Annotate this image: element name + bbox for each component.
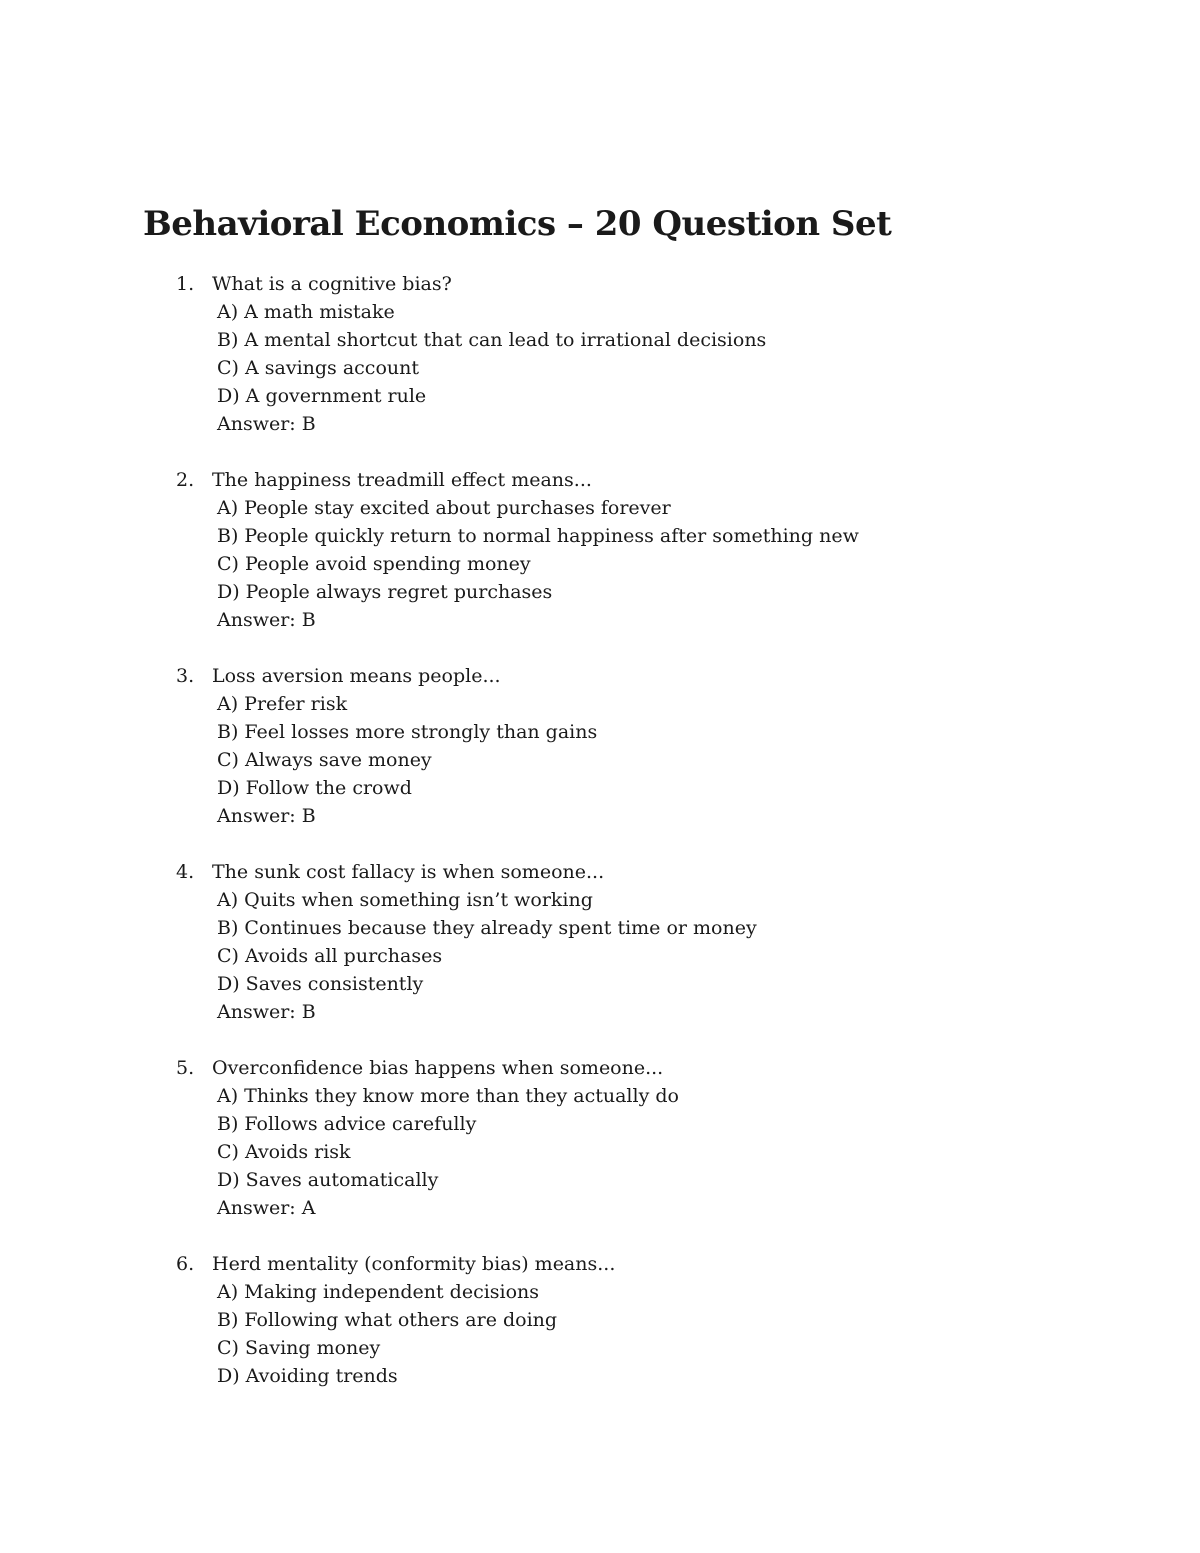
option-b: B) Following what others are doing [217, 1309, 558, 1331]
question-item [0, 466, 1200, 634]
option-a: A) People stay excited about purchases forever [217, 497, 671, 519]
option-c: C) Saving money [217, 1337, 381, 1359]
answer-line: Answer: A [217, 1197, 316, 1219]
question-number: 5. [176, 1057, 195, 1079]
option-d: D) Saves consistently [217, 973, 424, 995]
option-c: C) Always save money [217, 749, 432, 771]
option-d: D) A government rule [217, 385, 427, 407]
option-b: B) Follows advice carefully [217, 1113, 477, 1135]
option-a: A) A math mistake [217, 301, 395, 323]
option-b: B) Continues because they already spent time or money [217, 917, 757, 939]
question-item [0, 1250, 1200, 1390]
page-title: Behavioral Economics – 20 Question Set [143, 204, 892, 244]
question-text: Herd mentality (conformity bias) means... [212, 1253, 616, 1275]
question-text: The happiness treadmill effect means... [212, 469, 592, 491]
option-b: B) A mental shortcut that can lead to irrational decisions [217, 329, 767, 351]
option-c: C) Avoids all purchases [217, 945, 443, 967]
question-text: Overconfidence bias happens when someone... [212, 1057, 664, 1079]
answer-line: Answer: B [217, 1001, 316, 1023]
question-item [0, 270, 1200, 438]
option-d: D) Saves automatically [217, 1169, 439, 1191]
question-number: 2. [176, 469, 195, 491]
question-item [0, 662, 1200, 830]
option-a: A) Making independent decisions [217, 1281, 540, 1303]
question-text: Loss aversion means people... [212, 665, 501, 687]
question-number: 1. [176, 273, 195, 295]
answer-line: Answer: B [217, 805, 316, 827]
question-list [0, 270, 1200, 1418]
question-number: 4. [176, 861, 195, 883]
option-d: D) Avoiding trends [217, 1365, 398, 1387]
question-text: The sunk cost fallacy is when someone... [212, 861, 605, 883]
answer-line: Answer: B [217, 609, 316, 631]
option-c: C) A savings account [217, 357, 419, 379]
question-item [0, 1054, 1200, 1222]
option-a: A) Quits when something isn’t working [217, 889, 593, 911]
question-text: What is a cognitive bias? [212, 273, 452, 295]
option-d: D) People always regret purchases [217, 581, 553, 603]
answer-line: Answer: B [217, 413, 316, 435]
option-a: A) Thinks they know more than they actually do [217, 1085, 679, 1107]
option-b: B) People quickly return to normal happiness after something new [217, 525, 859, 547]
question-number: 6. [176, 1253, 195, 1275]
question-item [0, 858, 1200, 1026]
option-c: C) Avoids risk [217, 1141, 351, 1163]
option-b: B) Feel losses more strongly than gains [217, 721, 598, 743]
option-d: D) Follow the crowd [217, 777, 412, 799]
option-a: A) Prefer risk [217, 693, 348, 715]
option-c: C) People avoid spending money [217, 553, 531, 575]
question-number: 3. [176, 665, 195, 687]
